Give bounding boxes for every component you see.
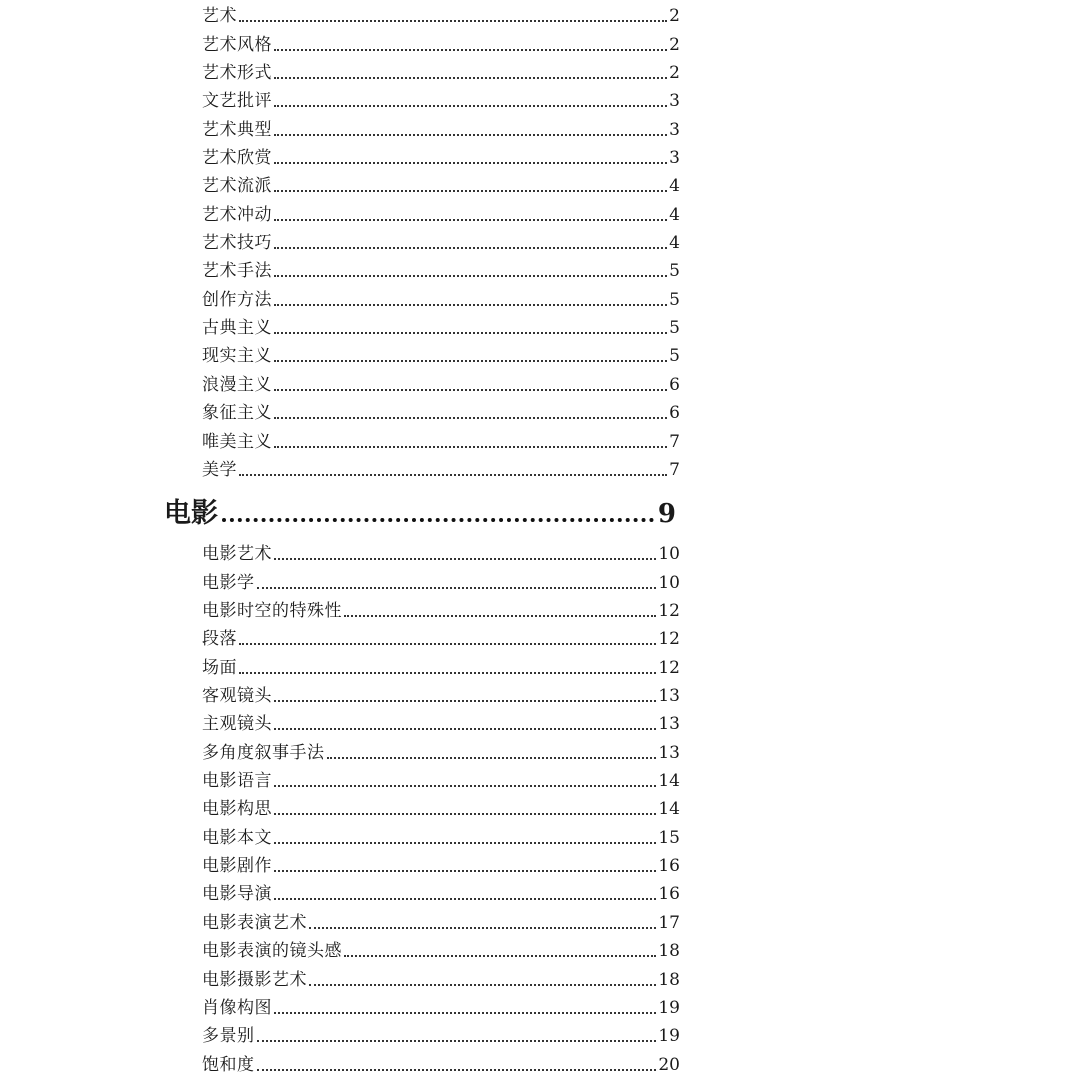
toc-entry-title: 艺术手法: [202, 261, 272, 282]
toc-entry-page: 3: [669, 91, 680, 112]
dot-leader: [257, 1069, 657, 1071]
toc-entry-title: 电影表演艺术: [202, 912, 307, 933]
toc-entry: [202, 795, 680, 823]
dot-leader: [239, 672, 656, 674]
dot-leader: [239, 20, 667, 22]
toc-entry-page: 4: [669, 204, 680, 225]
toc-entry-page: 13: [658, 686, 680, 707]
toc-entry: [202, 852, 680, 880]
toc-entry-title: 电影本文: [202, 827, 272, 848]
toc-entry-page: 14: [658, 771, 680, 792]
dot-leader: [274, 360, 667, 362]
toc-entry-page: 17: [658, 912, 680, 933]
toc-entry-page: 15: [658, 827, 680, 848]
toc-group-before: [202, 2, 680, 484]
toc-entry-title: 艺术风格: [202, 34, 272, 55]
toc-entry-title: 艺术技巧: [202, 233, 272, 254]
dot-leader: [274, 49, 667, 51]
toc-entry: [202, 823, 680, 851]
toc-entry: [202, 908, 680, 936]
toc-entry: [202, 767, 680, 795]
toc-entry-page: 18: [658, 969, 680, 990]
toc-entry: [202, 540, 680, 568]
dot-leader: [274, 247, 667, 249]
dot-leader: [257, 1040, 657, 1042]
toc-entry-page: 5: [669, 289, 680, 310]
toc-entry-page: 6: [669, 403, 680, 424]
toc-entry: [202, 937, 680, 965]
toc-entry-title: 文艺批评: [202, 91, 272, 112]
toc-entry-page: 12: [658, 657, 680, 678]
toc-entry-title: 创作方法: [202, 289, 272, 310]
toc-entry-title: 艺术: [202, 6, 237, 27]
toc-entry: [202, 682, 680, 710]
toc-entry-title: 艺术典型: [202, 119, 272, 140]
dot-leader: [309, 984, 656, 986]
toc-entry-page: 20: [658, 1054, 680, 1075]
toc-section-heading: [164, 492, 676, 532]
toc-entry-page: 12: [658, 601, 680, 622]
toc-entry-title: 电影学: [202, 572, 255, 593]
toc-entry-title: 场面: [202, 657, 237, 678]
dot-leader: [274, 700, 656, 702]
dot-leader: [274, 105, 667, 107]
toc-entry-page: 14: [658, 799, 680, 820]
toc-entry-page: 7: [669, 459, 680, 480]
dot-leader: [274, 77, 667, 79]
dot-leader: [274, 389, 667, 391]
toc-entry-page: 7: [669, 431, 680, 452]
toc-entry-title: 电影构思: [202, 799, 272, 820]
toc-entry-title: 唯美主义: [202, 431, 272, 452]
toc-entry-page: 2: [669, 63, 680, 84]
toc-entry: [202, 172, 680, 200]
toc-entry-title: 艺术欣赏: [202, 148, 272, 169]
toc-entry: [202, 257, 680, 285]
toc-entry-title: 饱和度: [202, 1054, 255, 1075]
dot-leader: [239, 474, 667, 476]
toc-entry: [202, 370, 680, 398]
toc-entry: [202, 568, 680, 596]
toc-entry-title: 电影艺术: [202, 544, 272, 565]
toc-entry-title: 古典主义: [202, 318, 272, 339]
toc-entry: [202, 200, 680, 228]
toc-entry: [202, 144, 680, 172]
dot-leader: [274, 446, 667, 448]
toc-entry: [202, 2, 680, 30]
toc-entry-page: 2: [669, 6, 680, 27]
toc-entry-page: 5: [669, 318, 680, 339]
dot-leader: [274, 417, 667, 419]
dot-leader: [274, 332, 667, 334]
toc-entry-title: 电影语言: [202, 771, 272, 792]
toc-entry-title: 艺术流派: [202, 176, 272, 197]
toc-entry-page: 16: [658, 856, 680, 877]
toc-entry-title: 电影摄影艺术: [202, 969, 307, 990]
toc-entry: [202, 965, 680, 993]
toc-entry-title: 艺术形式: [202, 63, 272, 84]
toc-entry-page: 10: [658, 572, 680, 593]
toc-entry-page: 16: [658, 884, 680, 905]
toc-entry-page: 13: [658, 742, 680, 763]
toc-entry: [202, 285, 680, 313]
toc-entry-title: 电影表演的镜头感: [202, 941, 342, 962]
toc-entry-title: 电影时空的特殊性: [202, 601, 342, 622]
toc-entry: [202, 456, 680, 484]
toc-entry: [202, 710, 680, 738]
toc-entry-title: 艺术冲动: [202, 204, 272, 225]
toc-entry-title: 浪漫主义: [202, 374, 272, 395]
toc-entry-page: 5: [669, 261, 680, 282]
toc-entry-page: 19: [658, 1026, 680, 1047]
toc-entry-page: 2: [669, 34, 680, 55]
toc-entry-page: 4: [669, 233, 680, 254]
dot-leader: [274, 785, 656, 787]
toc-entry-page: 12: [658, 629, 680, 650]
toc-entry-title: 电影导演: [202, 884, 272, 905]
toc-entry-page: 3: [669, 148, 680, 169]
toc-entry-title: 现实主义: [202, 346, 272, 367]
dot-leader: [327, 757, 657, 759]
toc-entry: [202, 994, 680, 1022]
toc-entry-page: 18: [658, 941, 680, 962]
dot-leader: [274, 728, 656, 730]
toc-entry: [202, 597, 680, 625]
toc-entry: [202, 87, 680, 115]
toc-entry-page: 3: [669, 119, 680, 140]
toc-entry-title: 电影剧作: [202, 856, 272, 877]
toc-entry: [202, 314, 680, 342]
toc-entry-title: 美学: [202, 459, 237, 480]
toc-entry-page: 10: [658, 544, 680, 565]
dot-leader: [344, 955, 656, 957]
toc-entry: [202, 625, 680, 653]
toc-entry: [202, 399, 680, 427]
toc-entry: [202, 738, 680, 766]
toc-entry-title: 段落: [202, 629, 237, 650]
dot-leader: [274, 870, 656, 872]
dot-leader: [274, 558, 656, 560]
dot-leader: [222, 518, 654, 522]
dot-leader: [309, 927, 656, 929]
toc-entry-page: 13: [658, 714, 680, 735]
dot-leader: [274, 275, 667, 277]
toc-entry: [202, 653, 680, 681]
toc-entry: [202, 229, 680, 257]
toc-entry-page: 5: [669, 346, 680, 367]
dot-leader: [274, 898, 656, 900]
dot-leader: [274, 842, 656, 844]
toc-entry: [202, 115, 680, 143]
toc-entry-page: 6: [669, 374, 680, 395]
dot-leader: [239, 643, 656, 645]
dot-leader: [257, 587, 657, 589]
toc-entry: [202, 880, 680, 908]
toc-entry-page: 19: [658, 997, 680, 1018]
dot-leader: [274, 134, 667, 136]
toc-entry-title: 肖像构图: [202, 997, 272, 1018]
dot-leader: [274, 190, 667, 192]
toc-entry: [202, 1022, 680, 1050]
dot-leader: [344, 615, 656, 617]
dot-leader: [274, 304, 667, 306]
toc-entry: [202, 342, 680, 370]
toc-entry-title: 主观镜头: [202, 714, 272, 735]
toc-entry: [202, 1050, 680, 1078]
dot-leader: [274, 219, 667, 221]
toc-entry-title: 客观镜头: [202, 686, 272, 707]
dot-leader: [274, 1012, 656, 1014]
section-title: 电影: [164, 498, 218, 529]
toc-entry-title: 多景别: [202, 1026, 255, 1047]
toc-group-after: [202, 540, 680, 1079]
toc-entry: [202, 427, 680, 455]
dot-leader: [274, 813, 656, 815]
toc-entry: [202, 30, 680, 58]
toc-entry: [202, 59, 680, 87]
toc-entry-page: 4: [669, 176, 680, 197]
section-page: 9: [657, 499, 676, 529]
toc-entry-title: 象征主义: [202, 403, 272, 424]
toc-entry-title: 多角度叙事手法: [202, 742, 325, 763]
dot-leader: [274, 162, 667, 164]
